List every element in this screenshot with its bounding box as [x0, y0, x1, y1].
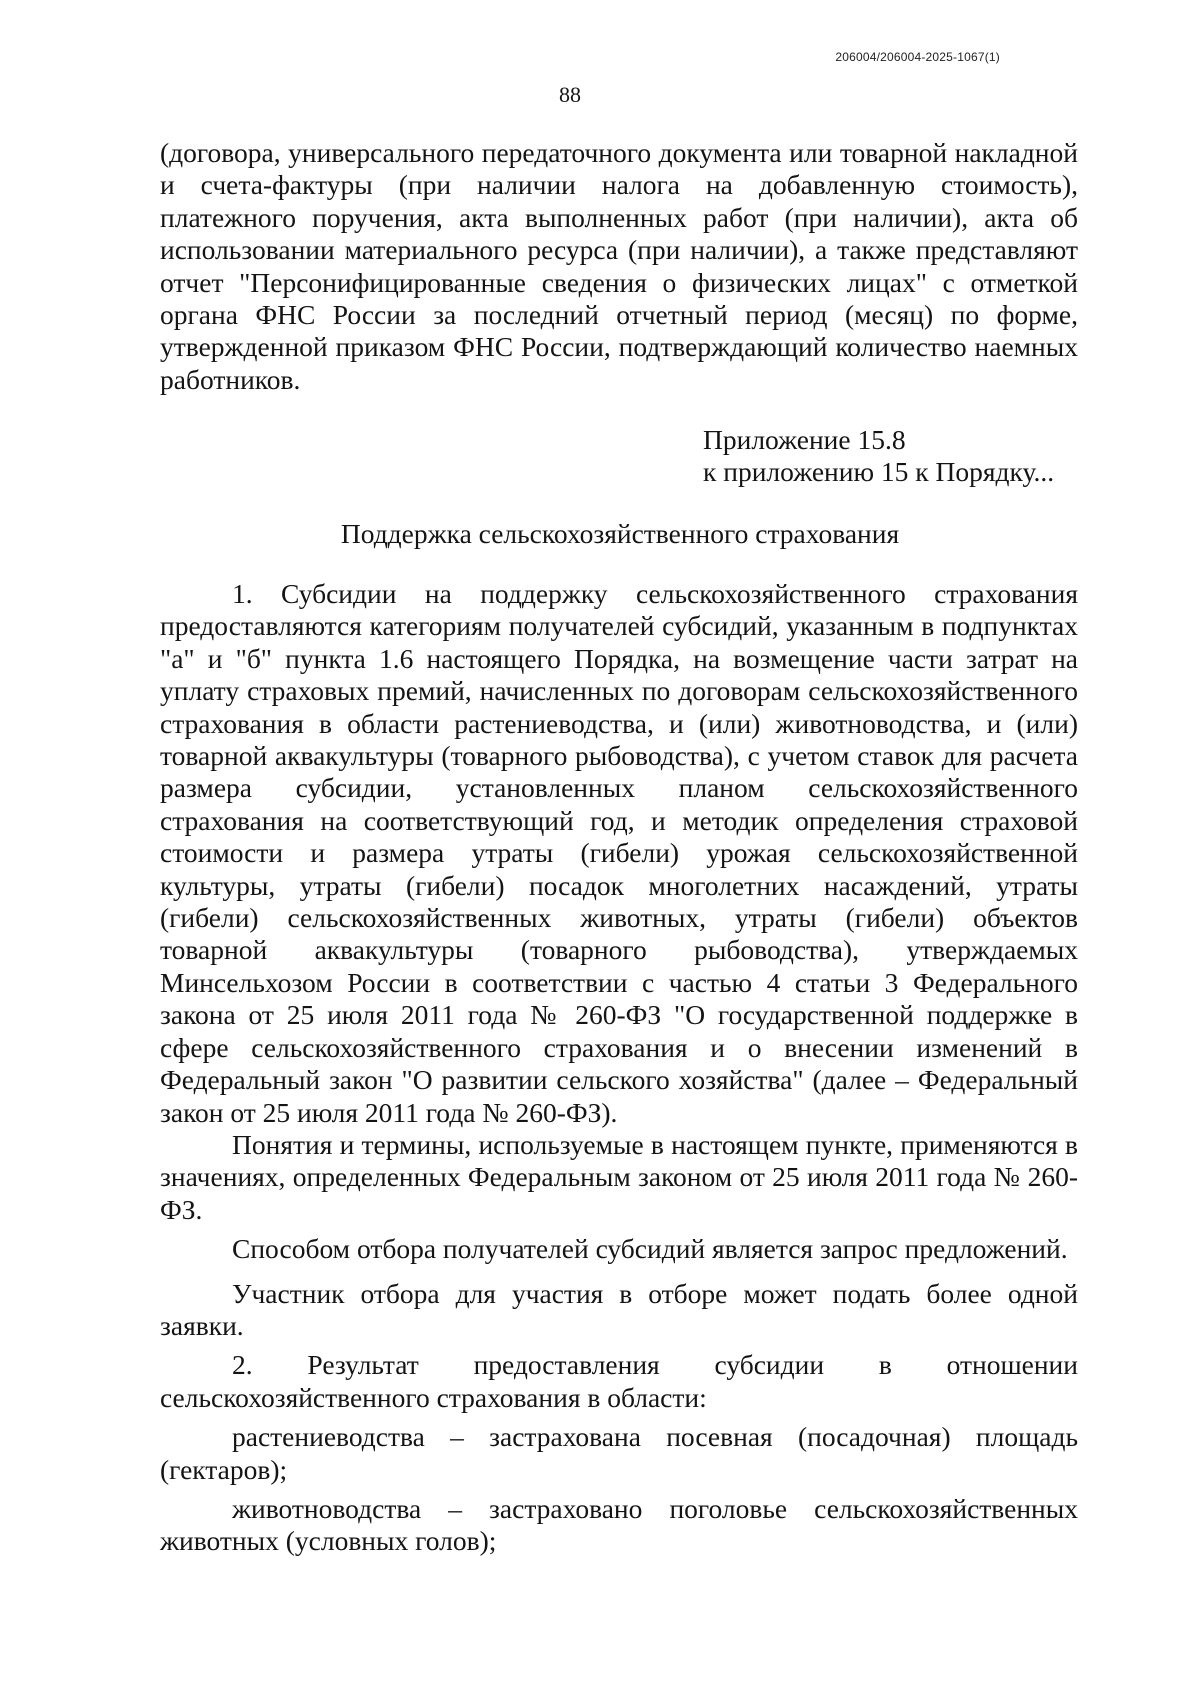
- appendix-number: Приложение 15.8: [703, 424, 906, 455]
- appendix-reference: [703, 424, 1054, 489]
- paragraph-selection-method: Способом отбора получателей субсидий является запрос предложений.: [232, 1233, 1068, 1265]
- appendix-parent-reference: к приложению 15 к Порядку...: [703, 456, 1055, 488]
- paragraph-crop-production: растениеводства – застрахована посевная (посадочная) площадь (гектаров);: [160, 1421, 1078, 1485]
- document-registration-number: 206004/206004-2025-1067(1): [835, 50, 1000, 64]
- page-number: 88: [559, 82, 581, 107]
- paragraph-subsidies: 1. Субсидии на поддержку сельскохозяйственного страхования предоставляются категориям получателей субсидий, указанным в подпунктах "а" и "б" пункта 1.6 настоящего Порядка, на возмещение части затрат на уплату страховых премий, начисленных по договорам сельскохозяйственного страхования в области растениеводства, и (или) животноводства, и (или) товарной аквакультуры (товарного рыбоводства), с учетом ставок для расчета размера субсидии, установленных планом сельскохозяйственного страхования на соответствующий год, и методик определения страховой стоимости и размера утраты (гибели) урожая сельскохозяйственной культуры, утраты (гибели) посадок многолетних насаждений, утраты (гибели) сельскохозяйственных животных, утраты (гибели) объектов товарной аквакультуры (товарного рыбоводства), утверждаемых Минсельхозом России в соответствии с частью 4 статьи 3 Федерального закона от 25 июля 2011 года № 260-ФЗ "О государственной поддержке в сфере сельскохозяйственного страхования и о внесении изменений в Федеральный закон "О развитии сельского хозяйства" (далее – Федеральный закон от 25 июля 2011 года № 260-ФЗ).: [160, 578, 1078, 1128]
- section-title: Поддержка сельскохозяйственного страхования: [340, 518, 900, 549]
- paragraph-livestock: животноводства – застраховано поголовье сельскохозяйственных животных (условных голов);: [160, 1492, 1078, 1557]
- main-text-block: [160, 578, 1078, 1558]
- paragraph-result: 2. Результат предоставления субсидии в отношении сельскохозяйственного страхования в области:: [160, 1349, 1078, 1413]
- paragraph-terms: Понятия и термины, используемые в настоящем пункте, применяются в значениях, определенных Федеральным законом от 25 июля 2011 года № 260-ФЗ.: [160, 1128, 1078, 1225]
- paragraph-multiple-applications: Участник отбора для участия в отборе может подать более одной заявки.: [160, 1277, 1078, 1341]
- continuation-paragraph: (договора, универсального передаточного документа или товарной накладной и счета-фактуры (при наличии налога на добавленную стоимость), платежного поручения, акта выполненных работ (при наличии), акта об использовании материального ресурса (при наличии), а также представляют отчет "Персонифицированные сведения о физических лицах" с отметкой органа ФНС России за последний отчетный период (месяц) по форме, утвержденной приказом ФНС России, подтверждающий количество наемных работников.: [160, 137, 1078, 395]
- continuation-paragraph-block: [160, 137, 1078, 396]
